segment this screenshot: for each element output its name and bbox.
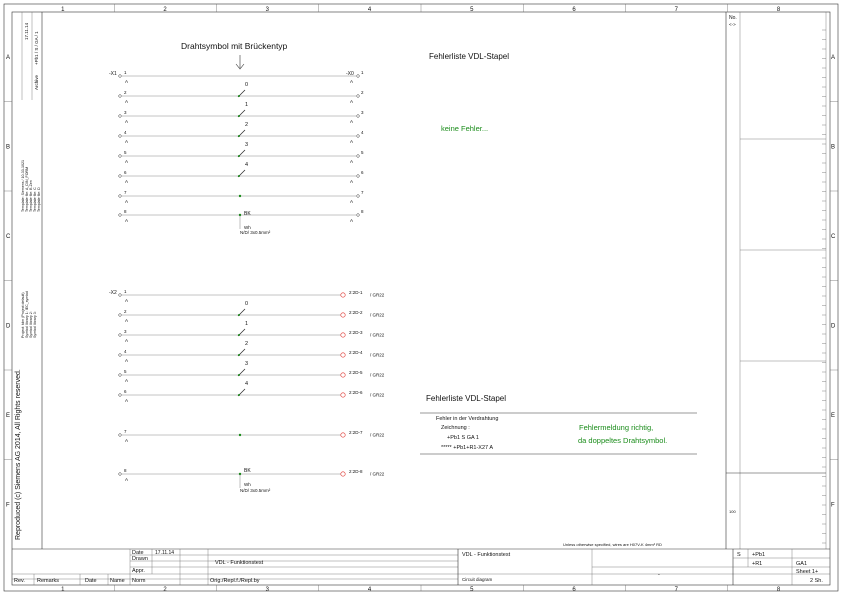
right-pin-a-label: A bbox=[350, 99, 354, 104]
row-label: C bbox=[831, 233, 836, 240]
column-ruler bbox=[61, 4, 781, 593]
terminal-pin-right bbox=[357, 135, 360, 138]
right-panel-rules bbox=[740, 30, 826, 543]
right-pin-number: 3 bbox=[361, 110, 364, 115]
connection-dot bbox=[239, 434, 241, 436]
terminal-pin-left bbox=[119, 195, 122, 198]
row-label: F bbox=[831, 502, 835, 509]
cross-ref-target: 2:2D-3 bbox=[349, 330, 363, 335]
cross-ref-target: 2:2D-7 bbox=[349, 430, 363, 435]
connection-dot bbox=[239, 195, 241, 197]
terminal-pin-right bbox=[357, 195, 360, 198]
column-label: 4 bbox=[367, 587, 372, 593]
row-label: B bbox=[6, 144, 11, 151]
template-meta-line: Template file: D bbox=[37, 187, 41, 212]
bridge-node bbox=[238, 95, 240, 97]
right-pin-number: 2 bbox=[361, 90, 364, 95]
column-label: 3 bbox=[265, 587, 269, 593]
pin-a-label: A bbox=[125, 119, 129, 124]
pin-a-label: A bbox=[125, 79, 129, 84]
column-label: 4 bbox=[367, 7, 372, 13]
column-label: 7 bbox=[674, 7, 678, 13]
terminal-pin-left bbox=[119, 334, 122, 337]
terminal-pin-left bbox=[119, 394, 122, 397]
tb-dash: - bbox=[658, 572, 660, 578]
tb-remarks-label: Remarks bbox=[37, 578, 60, 584]
terminal-pin-left bbox=[119, 115, 122, 118]
bridge-number: 2 bbox=[245, 122, 249, 128]
pin-a-label: A bbox=[125, 358, 129, 363]
error-line-3: +Pb1 S GA 1 bbox=[447, 435, 479, 441]
terminal-pin-left bbox=[119, 214, 122, 217]
terminal-pin-left bbox=[119, 473, 122, 476]
tb-title: VDL - Funktionstest bbox=[462, 552, 511, 558]
pin-a-label: A bbox=[125, 179, 129, 184]
error-line-1: Fehler in der Verdrahtung bbox=[436, 416, 499, 422]
tb-subtitle: Circuit diagram bbox=[462, 577, 493, 582]
error-list-title-1: Fehlerliste VDL-Stapel bbox=[429, 52, 510, 61]
pin-a-label: A bbox=[125, 218, 129, 223]
bridge-node bbox=[238, 135, 240, 137]
bridge-number: 1 bbox=[245, 321, 249, 327]
terminal-pin-right bbox=[357, 75, 360, 78]
cross-ref-target: 2:2D-6 bbox=[349, 390, 363, 395]
right-pin-number: 1 bbox=[361, 70, 364, 75]
strip-date: 17.11.14 bbox=[24, 22, 29, 40]
copyright-text: Reproduced (c) Siemens AG 2014, All Rights reserved. bbox=[15, 369, 22, 540]
tb-name-label: Name bbox=[110, 578, 125, 584]
terminal-pin-right bbox=[357, 214, 360, 217]
terminal-pin-left bbox=[119, 354, 122, 357]
cross-ref-marker bbox=[341, 333, 345, 337]
column-label: 8 bbox=[776, 7, 781, 13]
terminal-pin-right bbox=[357, 155, 360, 158]
pin-number: 8 bbox=[124, 209, 127, 214]
pin-a-label: A bbox=[125, 398, 129, 403]
row-label: E bbox=[6, 412, 11, 419]
no-errors-status: keine Fehler... bbox=[441, 124, 489, 133]
error-line-4: ***** +Pb1+R1-X27 A bbox=[441, 445, 493, 451]
pin-a-label: A bbox=[125, 159, 129, 164]
pin-number: 3 bbox=[124, 110, 127, 115]
pin-a-label: A bbox=[125, 199, 129, 204]
terminal-block-x2 bbox=[119, 289, 385, 488]
x0-terminal-label: -X0 bbox=[346, 71, 354, 77]
bk-label-2: BK bbox=[244, 468, 251, 474]
column-label: 2 bbox=[163, 587, 167, 593]
cross-ref-suffix: / GR22 bbox=[370, 392, 385, 398]
row-label: F bbox=[6, 502, 10, 509]
tb-s-value-2: +R1 bbox=[752, 561, 763, 567]
library-meta-line: Symbol library 2: bbox=[29, 311, 33, 338]
row-ruler bbox=[4, 55, 838, 509]
template-meta-line: Template file: A_DIN_FORM bbox=[25, 166, 29, 212]
terminal-pin-left bbox=[119, 434, 122, 437]
template-meta-line: Template: Siemens / 10-33-1021 bbox=[21, 160, 25, 212]
wire-spec-note: Unless otherwise specified, wires are H07V-K 4mm² RD bbox=[563, 542, 662, 547]
column-label: 6 bbox=[572, 587, 576, 593]
terminal-pin-left bbox=[119, 374, 122, 377]
x1-terminal-label: -X1 bbox=[109, 71, 117, 77]
bridge-number: 2 bbox=[245, 341, 249, 347]
column-label: 2 bbox=[163, 7, 167, 13]
cross-ref-target: 2:2D-4 bbox=[349, 350, 363, 355]
row-label: B bbox=[831, 144, 836, 151]
column-label: 5 bbox=[470, 7, 474, 13]
column-label: 3 bbox=[265, 7, 269, 13]
right-pin-a-label: A bbox=[350, 179, 354, 184]
pin-a-label: A bbox=[125, 318, 129, 323]
x2-terminal-label: -X2 bbox=[109, 290, 117, 296]
column-label: 1 bbox=[61, 587, 65, 593]
right-pin-number: 4 bbox=[361, 130, 364, 135]
error-list-title-2: Fehlerliste VDL-Stapel bbox=[426, 394, 507, 403]
terminal-pin-left bbox=[119, 175, 122, 178]
column-label: 6 bbox=[572, 7, 576, 13]
tb-appr-label: Appr. bbox=[132, 568, 145, 574]
bridge-number: 3 bbox=[245, 142, 249, 148]
tb-rev-label: Rev. bbox=[14, 578, 25, 584]
row-label: A bbox=[6, 54, 11, 61]
archive-label: Archive bbox=[34, 74, 39, 90]
cross-ref-suffix: / GR22 bbox=[370, 312, 385, 318]
cable-label-2: N/D/ 3x0.5mm² bbox=[240, 488, 271, 493]
column-label: 8 bbox=[776, 587, 781, 593]
cross-ref-suffix: / GR22 bbox=[370, 372, 385, 378]
bridge-node bbox=[238, 374, 240, 376]
bridge-node bbox=[238, 314, 240, 316]
cross-ref-marker bbox=[341, 393, 345, 397]
pin-number: 5 bbox=[124, 369, 127, 374]
cross-ref-marker bbox=[341, 313, 345, 317]
terminal-pin-left bbox=[119, 95, 122, 98]
bridge-node bbox=[238, 334, 240, 336]
row-label: D bbox=[831, 323, 836, 330]
column-label: 5 bbox=[470, 587, 474, 593]
cross-ref-suffix: / GR22 bbox=[370, 471, 385, 477]
bridge-node bbox=[238, 394, 240, 396]
pin-number: 3 bbox=[124, 329, 127, 334]
right-pin-a-label: A bbox=[350, 139, 354, 144]
pin-number: 4 bbox=[124, 130, 127, 135]
bridge-number: 0 bbox=[245, 82, 249, 88]
pin-number: 2 bbox=[124, 90, 127, 95]
pin-number: 7 bbox=[124, 190, 127, 195]
cross-ref-marker bbox=[341, 433, 345, 437]
right-bottom-value: 100 bbox=[729, 509, 736, 514]
cross-ref-marker bbox=[341, 373, 345, 377]
row-label: A bbox=[831, 54, 836, 61]
library-meta-line: Symbol library 3: bbox=[33, 311, 37, 338]
pin-a-label: A bbox=[125, 477, 129, 482]
pin-a-label: A bbox=[125, 298, 129, 303]
bk-label-1: BK bbox=[244, 211, 251, 217]
pin-a-label: A bbox=[125, 438, 129, 443]
terminal-pin-left bbox=[119, 75, 122, 78]
terminal-pin-right bbox=[357, 175, 360, 178]
terminal-pin-left bbox=[119, 294, 122, 297]
error-line-2: Zeichnung : bbox=[441, 425, 470, 431]
cross-ref-suffix: / GR22 bbox=[370, 352, 385, 358]
bridge-number: 3 bbox=[245, 361, 249, 367]
pin-number: 7 bbox=[124, 429, 127, 434]
row-label: D bbox=[6, 323, 11, 330]
cross-ref-suffix: / GR22 bbox=[370, 432, 385, 438]
tb-drawn-value: VDL - Funktionstest bbox=[215, 560, 264, 566]
right-pin-a-label: A bbox=[350, 119, 354, 124]
inner-frame bbox=[12, 12, 830, 585]
column-label: 1 bbox=[61, 7, 65, 13]
tb-orig-label: Orig./Repl.f./Repl.by bbox=[210, 578, 260, 584]
terminal-pin-right bbox=[357, 115, 360, 118]
cross-ref-target: 2:2D-5 bbox=[349, 370, 363, 375]
column-label: 7 bbox=[674, 587, 678, 593]
drahtsymbol-title: Drahtsymbol mit Brückentyp bbox=[181, 41, 288, 51]
bridge-node bbox=[238, 354, 240, 356]
tb-s-label: S bbox=[737, 552, 741, 558]
template-meta-line: Template file: B.Zen bbox=[29, 180, 33, 212]
tb-date2-label: Date bbox=[85, 578, 97, 584]
cross-ref-marker bbox=[341, 293, 345, 297]
cross-ref-target: 2:2D-2 bbox=[349, 310, 363, 315]
terminal-pin-left bbox=[119, 155, 122, 158]
tb-norm-label: Norm bbox=[132, 578, 146, 584]
error-note-line-1: Fehlermeldung richtig, bbox=[579, 423, 654, 432]
wh-label-1: Wh bbox=[244, 225, 251, 230]
tb-sheet: Sheet 1+ bbox=[796, 569, 819, 575]
right-pin-a-label: A bbox=[350, 159, 354, 164]
pin-number: 1 bbox=[124, 70, 127, 75]
tb-date-value: 17.11.14 bbox=[155, 550, 175, 556]
tb-s-value-1: +Pb1 bbox=[752, 552, 765, 558]
cross-ref-suffix: / GR22 bbox=[370, 332, 385, 338]
row-label: C bbox=[6, 233, 11, 240]
tb-sheets: 2 Sh. bbox=[810, 578, 823, 584]
pin-number: 6 bbox=[124, 170, 127, 175]
pin-a-label: A bbox=[125, 338, 129, 343]
terminal-block-x1 bbox=[119, 70, 364, 229]
bridge-number: 4 bbox=[245, 381, 249, 387]
terminal-pin-left bbox=[119, 135, 122, 138]
right-pin-number: 5 bbox=[361, 150, 364, 155]
tb-ga: GA1 bbox=[796, 561, 808, 567]
cable-label-1: N/D/ 3x0.5mm² bbox=[240, 230, 271, 235]
library-meta-line: Project: tdm (Project default) bbox=[21, 292, 25, 338]
pin-number: 1 bbox=[124, 289, 127, 294]
right-pin-number: 8 bbox=[361, 209, 364, 214]
pin-number: 6 bbox=[124, 389, 127, 394]
template-meta-line: Template file: C bbox=[33, 187, 37, 212]
pin-number: 2 bbox=[124, 309, 127, 314]
bridge-number: 1 bbox=[245, 102, 249, 108]
template-meta bbox=[21, 160, 41, 212]
library-meta bbox=[21, 291, 37, 338]
archive-value: +Pb1 / S / GA / 1 bbox=[34, 31, 39, 65]
pin-a-label: A bbox=[125, 378, 129, 383]
wh-label-2: Wh bbox=[244, 482, 251, 487]
pin-a-label: A bbox=[125, 139, 129, 144]
pin-number: 4 bbox=[124, 349, 127, 354]
cross-ref-target: 2:2D-1 bbox=[349, 290, 363, 295]
outer-frame bbox=[4, 4, 838, 591]
bridge-number: 4 bbox=[245, 162, 249, 168]
error-note-line-2: da doppeltes Drahtsymbol. bbox=[578, 436, 668, 445]
pin-number: 8 bbox=[124, 468, 127, 473]
pin-number: 5 bbox=[124, 150, 127, 155]
right-sub-label: <-> bbox=[729, 22, 736, 27]
tb-date-label: Date bbox=[132, 550, 144, 556]
bridge-node bbox=[238, 115, 240, 117]
right-pin-number: 6 bbox=[361, 170, 364, 175]
terminal-pin-left bbox=[119, 314, 122, 317]
pin-a-label: A bbox=[125, 99, 129, 104]
bridge-node bbox=[238, 175, 240, 177]
terminal-pin-right bbox=[357, 95, 360, 98]
right-pin-a-label: A bbox=[350, 79, 354, 84]
cross-ref-marker bbox=[341, 472, 345, 476]
cross-ref-target: 2:2D-8 bbox=[349, 469, 363, 474]
row-label: E bbox=[831, 412, 836, 419]
cross-ref-suffix: / GR22 bbox=[370, 292, 385, 298]
right-pin-a-label: A bbox=[350, 199, 354, 204]
right-pin-number: 7 bbox=[361, 190, 364, 195]
cross-ref-marker bbox=[341, 353, 345, 357]
right-no-label: No. bbox=[729, 15, 737, 21]
bridge-node bbox=[238, 155, 240, 157]
right-pin-a-label: A bbox=[350, 218, 354, 223]
bridge-number: 0 bbox=[245, 301, 249, 307]
library-meta-line: Symbol library 1: IEC_symbol bbox=[25, 290, 29, 338]
tb-drawn-label: Drawn bbox=[132, 556, 148, 562]
